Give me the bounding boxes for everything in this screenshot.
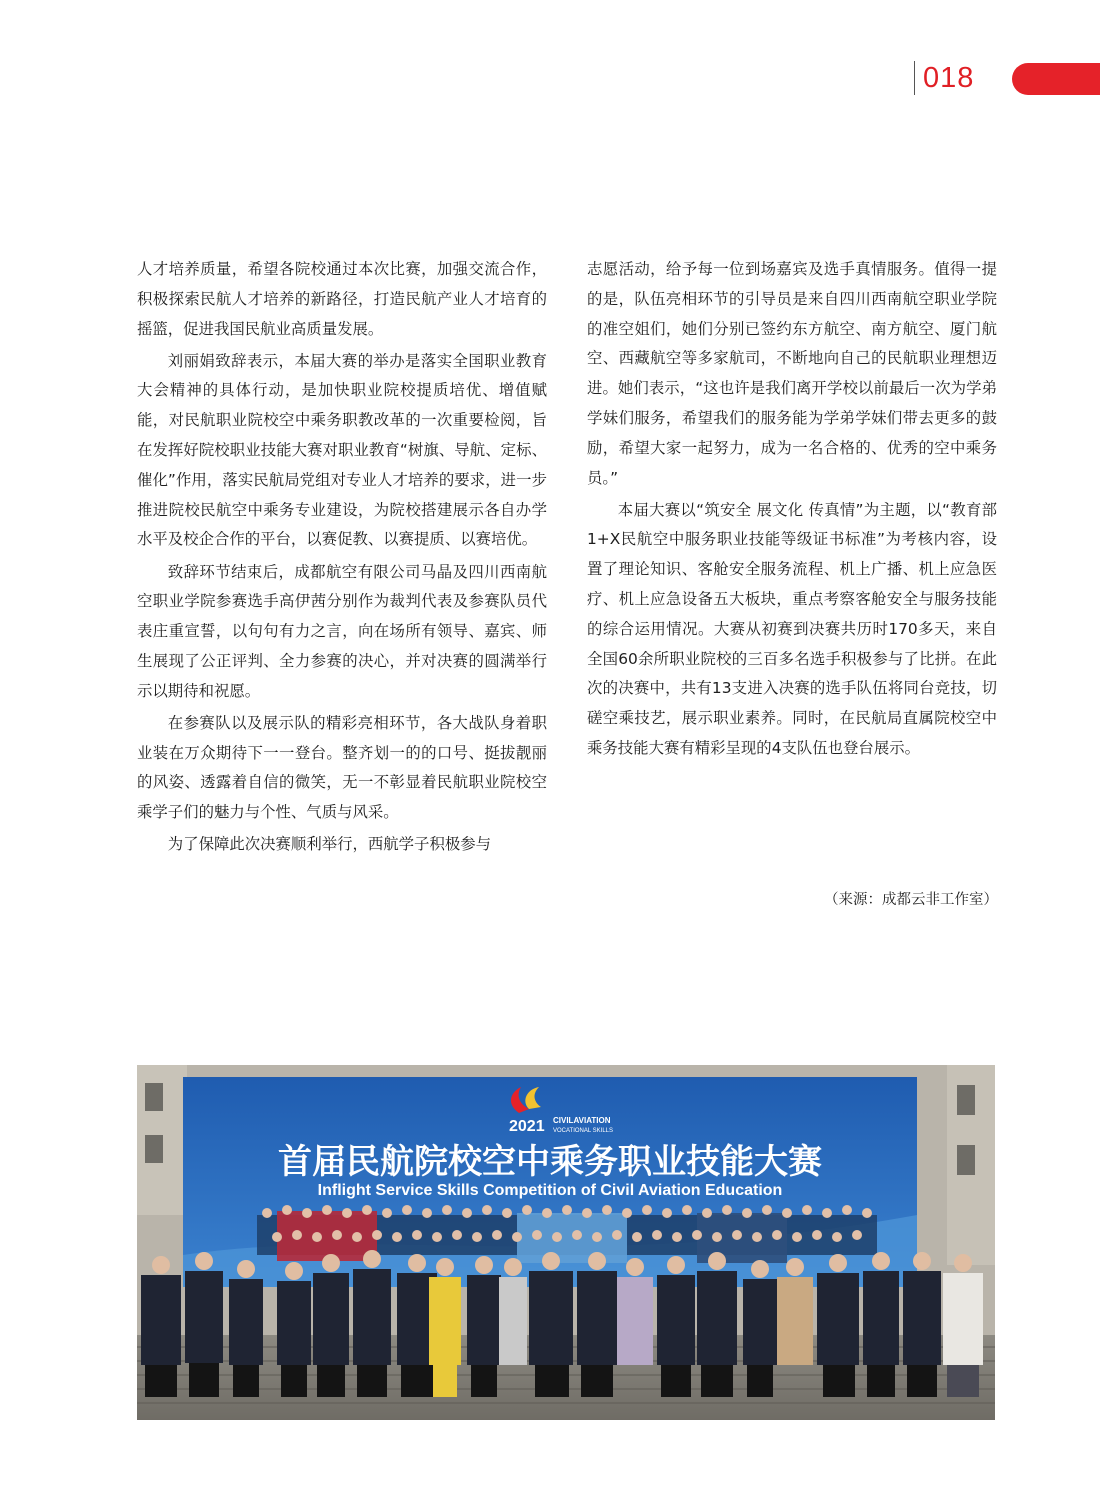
group-photo-illustration <box>137 1065 995 1420</box>
article-paragraph: 志愿活动，给予每一位到场嘉宾及选手真情服务。值得一提的是，队伍亮相环节的引导员是来自四川西南航空职业学院的准空姐们，她们分别已签约东方航空、南方航空、厦门航空、西藏航空等多家航司，不断地向自己的民航职业理想迈进。她们表示，“这也许是我们离开学校以前最后一次为学弟学妹们服务，希望我们的服务能为学弟学妹们带去更多的鼓励，希望大家一起努力，成为一名合格的、优秀的空中乘务员。” <box>587 260 997 487</box>
page-number-area <box>914 60 974 96</box>
page-number-divider <box>914 61 915 95</box>
article-paragraph: 人才培养质量，希望各院校通过本次比赛，加强交流合作，积极探索民航人才培养的新路径，打造民航产业人才培育的摇篮，促进我国民航业高质量发展。 <box>137 260 547 338</box>
article-right-column <box>587 255 997 766</box>
article-source: （来源：成都云非工作室） <box>824 892 998 908</box>
article-left-column <box>137 255 547 862</box>
article-paragraph: 致辞环节结束后，成都航空有限公司马晶及四川西南航空职业学院参赛选手高伊茜分别作为裁判代表及参赛队员代表庄重宣誓，以句句有力之言，向在场所有领导、嘉宾、师生展现了公正评判、全力参赛的决心，并对决赛的圆满举行示以期待和祝愿。 <box>137 562 547 700</box>
banner-year: 2021 <box>509 1118 545 1135</box>
banner-title-en: Inflight Service Skills Competition of Civil Aviation Education <box>317 1182 783 1199</box>
article-paragraph: 本届大赛以“筑安全 展文化 传真情”为主题，以“教育部1+X民航空中服务职业技能等级证书标准”为考核内容，设置了理论知识、客舱安全服务流程、机上广播、机上应急医疗、机上应急设备五大板块，重点考察客舱安全与服务技能的综合运用情况。大赛从初赛到决赛共历时170多天，来自全国60余所职业院校的三百多名选手积极参与了比拼。在此次的决赛中，共有13支进入决赛的选手队伍将同台竞技，切磋空乘技艺，展示职业素养。同时，在民航局直属院校空中乘务技能大赛有精彩呈现的4支队伍也登台展示。 <box>587 500 997 758</box>
group-photo <box>137 1065 995 1420</box>
banner-title-cn: 首届民航院校空中乘务职业技能大赛 <box>278 1142 822 1182</box>
article-paragraph: 在参赛队以及展示队的精彩亮相环节，各大战队身着职业装在万众期待下一一登台。整齐划一的的口号、挺拔靓丽的风姿、透露着自信的微笑，无一不彰显着民航职业院校空乘学子们的魅力与个性、气质与风采。 <box>137 713 547 822</box>
banner-logo-line2: VOCATIONAL SKILLS <box>553 1128 614 1134</box>
article-paragraph: 为了保障此次决赛顺利举行，西航学子积极参与 <box>167 835 492 854</box>
article-paragraph: 刘丽娟致辞表示，本届大赛的举办是落实全国职业教育大会精神的具体行动，是加快职业院校提质培优、增值赋能，对民航职业院校空中乘务职教改革的一次重要检阅，旨在发挥好院校职业技能大赛对职业教育“树旗、导航、定标、催化”作用，落实民航局党组对专业人才培养的要求，进一步推进院校民航空中乘务专业建设，为院校搭建展示各自办学水平及校企合作的平台，以赛促教、以赛提质、以赛培优。 <box>137 351 547 549</box>
page-accent-tab <box>1012 63 1100 95</box>
crowd-back-rows <box>257 1205 877 1263</box>
page-number: 018 <box>923 61 975 94</box>
banner-logo-line1: CIVILAVIATION <box>553 1116 611 1125</box>
